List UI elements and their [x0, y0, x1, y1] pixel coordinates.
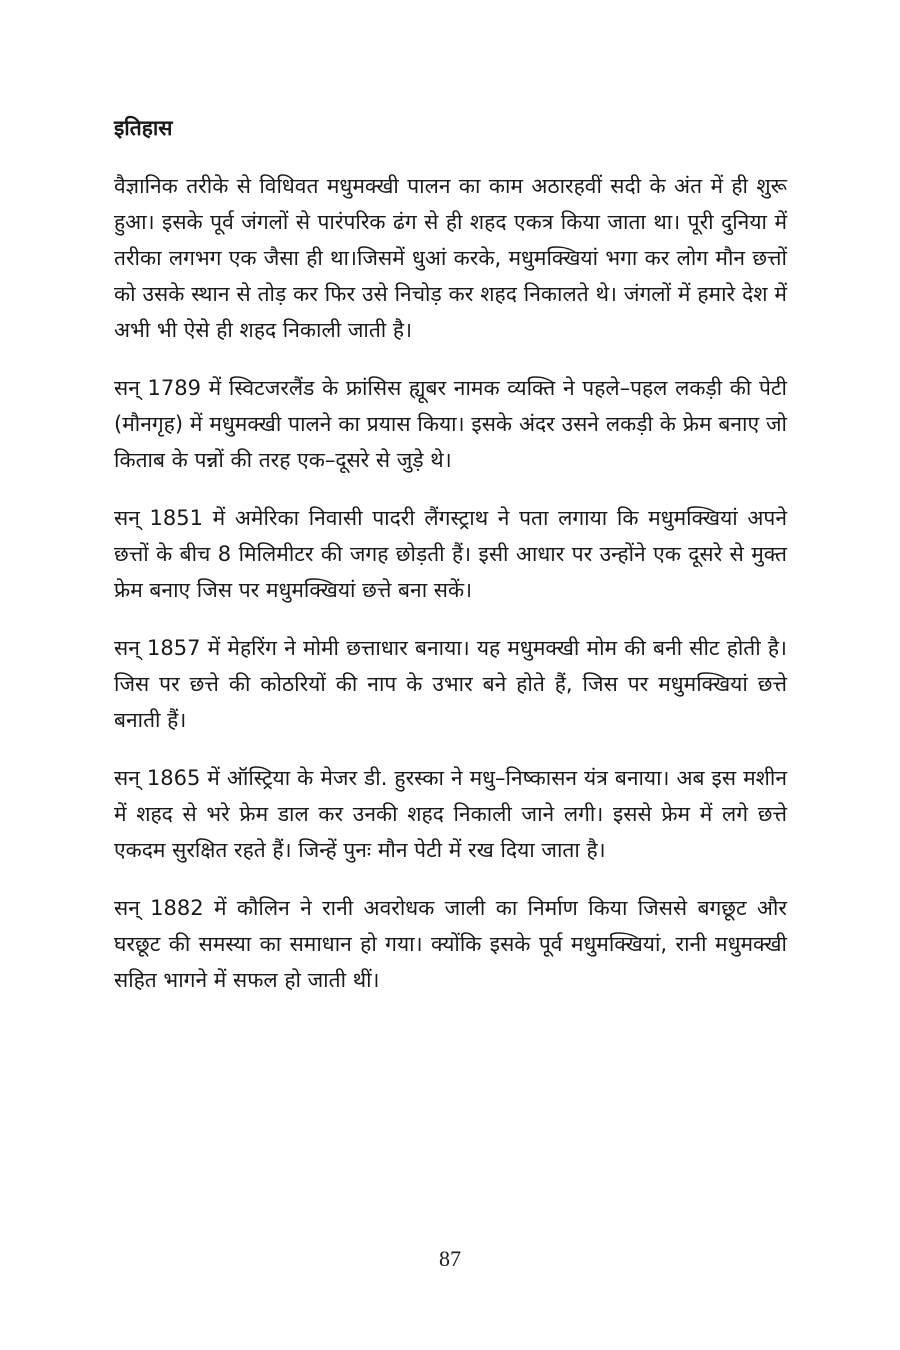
paragraph-1857: सन् 1857 में मेहरिंग ने मोमी छत्ताधार बनाया। यह मधुमक्खी मोम की बनी सीट होती है। जिस पर छत्ते की कोठरियों की नाप के उभार बने होते हैं, जिस पर मधुमक्खियां छत्ते बनाती हैं। — [114, 636, 787, 732]
paragraph-1851: सन् 1851 में अमेरिका निवासी पादरी लैंगस्ट्राथ ने पता लगाया कि मधुमक्खियां अपने छत्तों के बीच 8 मिलिमीटर की जगह छोड़ती हैं। इसी आधार पर उन्होंने एक दूसरे से मुक्त फ्रेम बनाए जिस पर मधुमक्खियां छत्ते बना सकें। — [114, 506, 787, 602]
paragraph-1865: सन् 1865 में ऑस्ट्रिया के मेजर डी. हुरस्का ने मधु–निष्कासन यंत्र बनाया। अब इस मशीन में शहद से भरे फ्रेम डाल कर उनकी शहद निकाली जाने लगी। इससे फ्रेम में लगे छत्ते एकदम सुरक्षित रहते हैं। जिन्हें पुनः मौन पेटी में रख दिया जाता है। — [114, 766, 787, 862]
paragraph-1789: सन् 1789 में स्विटजरलैंड के फ्रांसिस ह्यूबर नामक व्यक्ति ने पहले–पहल लकड़ी की पेटी (मौनगृह) में मधुमक्खी पालने का प्रयास किया। इसके अंदर उसने लकड़ी के फ्रेम बनाए जो किताब के पन्नों की तरह एक–दूसरे से जुड़े थे। — [114, 376, 787, 472]
page-content — [114, 110, 787, 1020]
section-heading: इतिहास — [114, 116, 173, 140]
paragraph-1882: सन् 1882 में कौलिन ने रानी अवरोधक जाली का निर्माण किया जिससे बगछूट और घरछूट की समस्या का समाधान हो गया। क्योंकि इसके पूर्व मधुमक्खियां, रानी मधुमक्खी सहित भागने में सफल हो जाती थीं। — [114, 896, 787, 992]
paragraph-intro: वैज्ञानिक तरीके से विधिवत मधुमक्खी पालन का काम अठारहवीं सदी के अंत में ही शुरू हुआ। इसके पूर्व जंगलों से पारंपरिक ढंग से ही शहद एकत्र किया जाता था। पूरी दुनिया में तरीका लगभग एक जैसा ही था।जिसमें धुआं करके, मधुमक्खियां भगा कर लोग मौन छत्तों को उसके स्थान से तोड़ कर फिर उसे निचोड़ कर शहद निकालते थे। जंगलों में हमारे देश में अभी भी ऐसे ही शहद निकाली जाती है। — [114, 174, 787, 342]
page-number: 87 — [439, 1246, 461, 1271]
